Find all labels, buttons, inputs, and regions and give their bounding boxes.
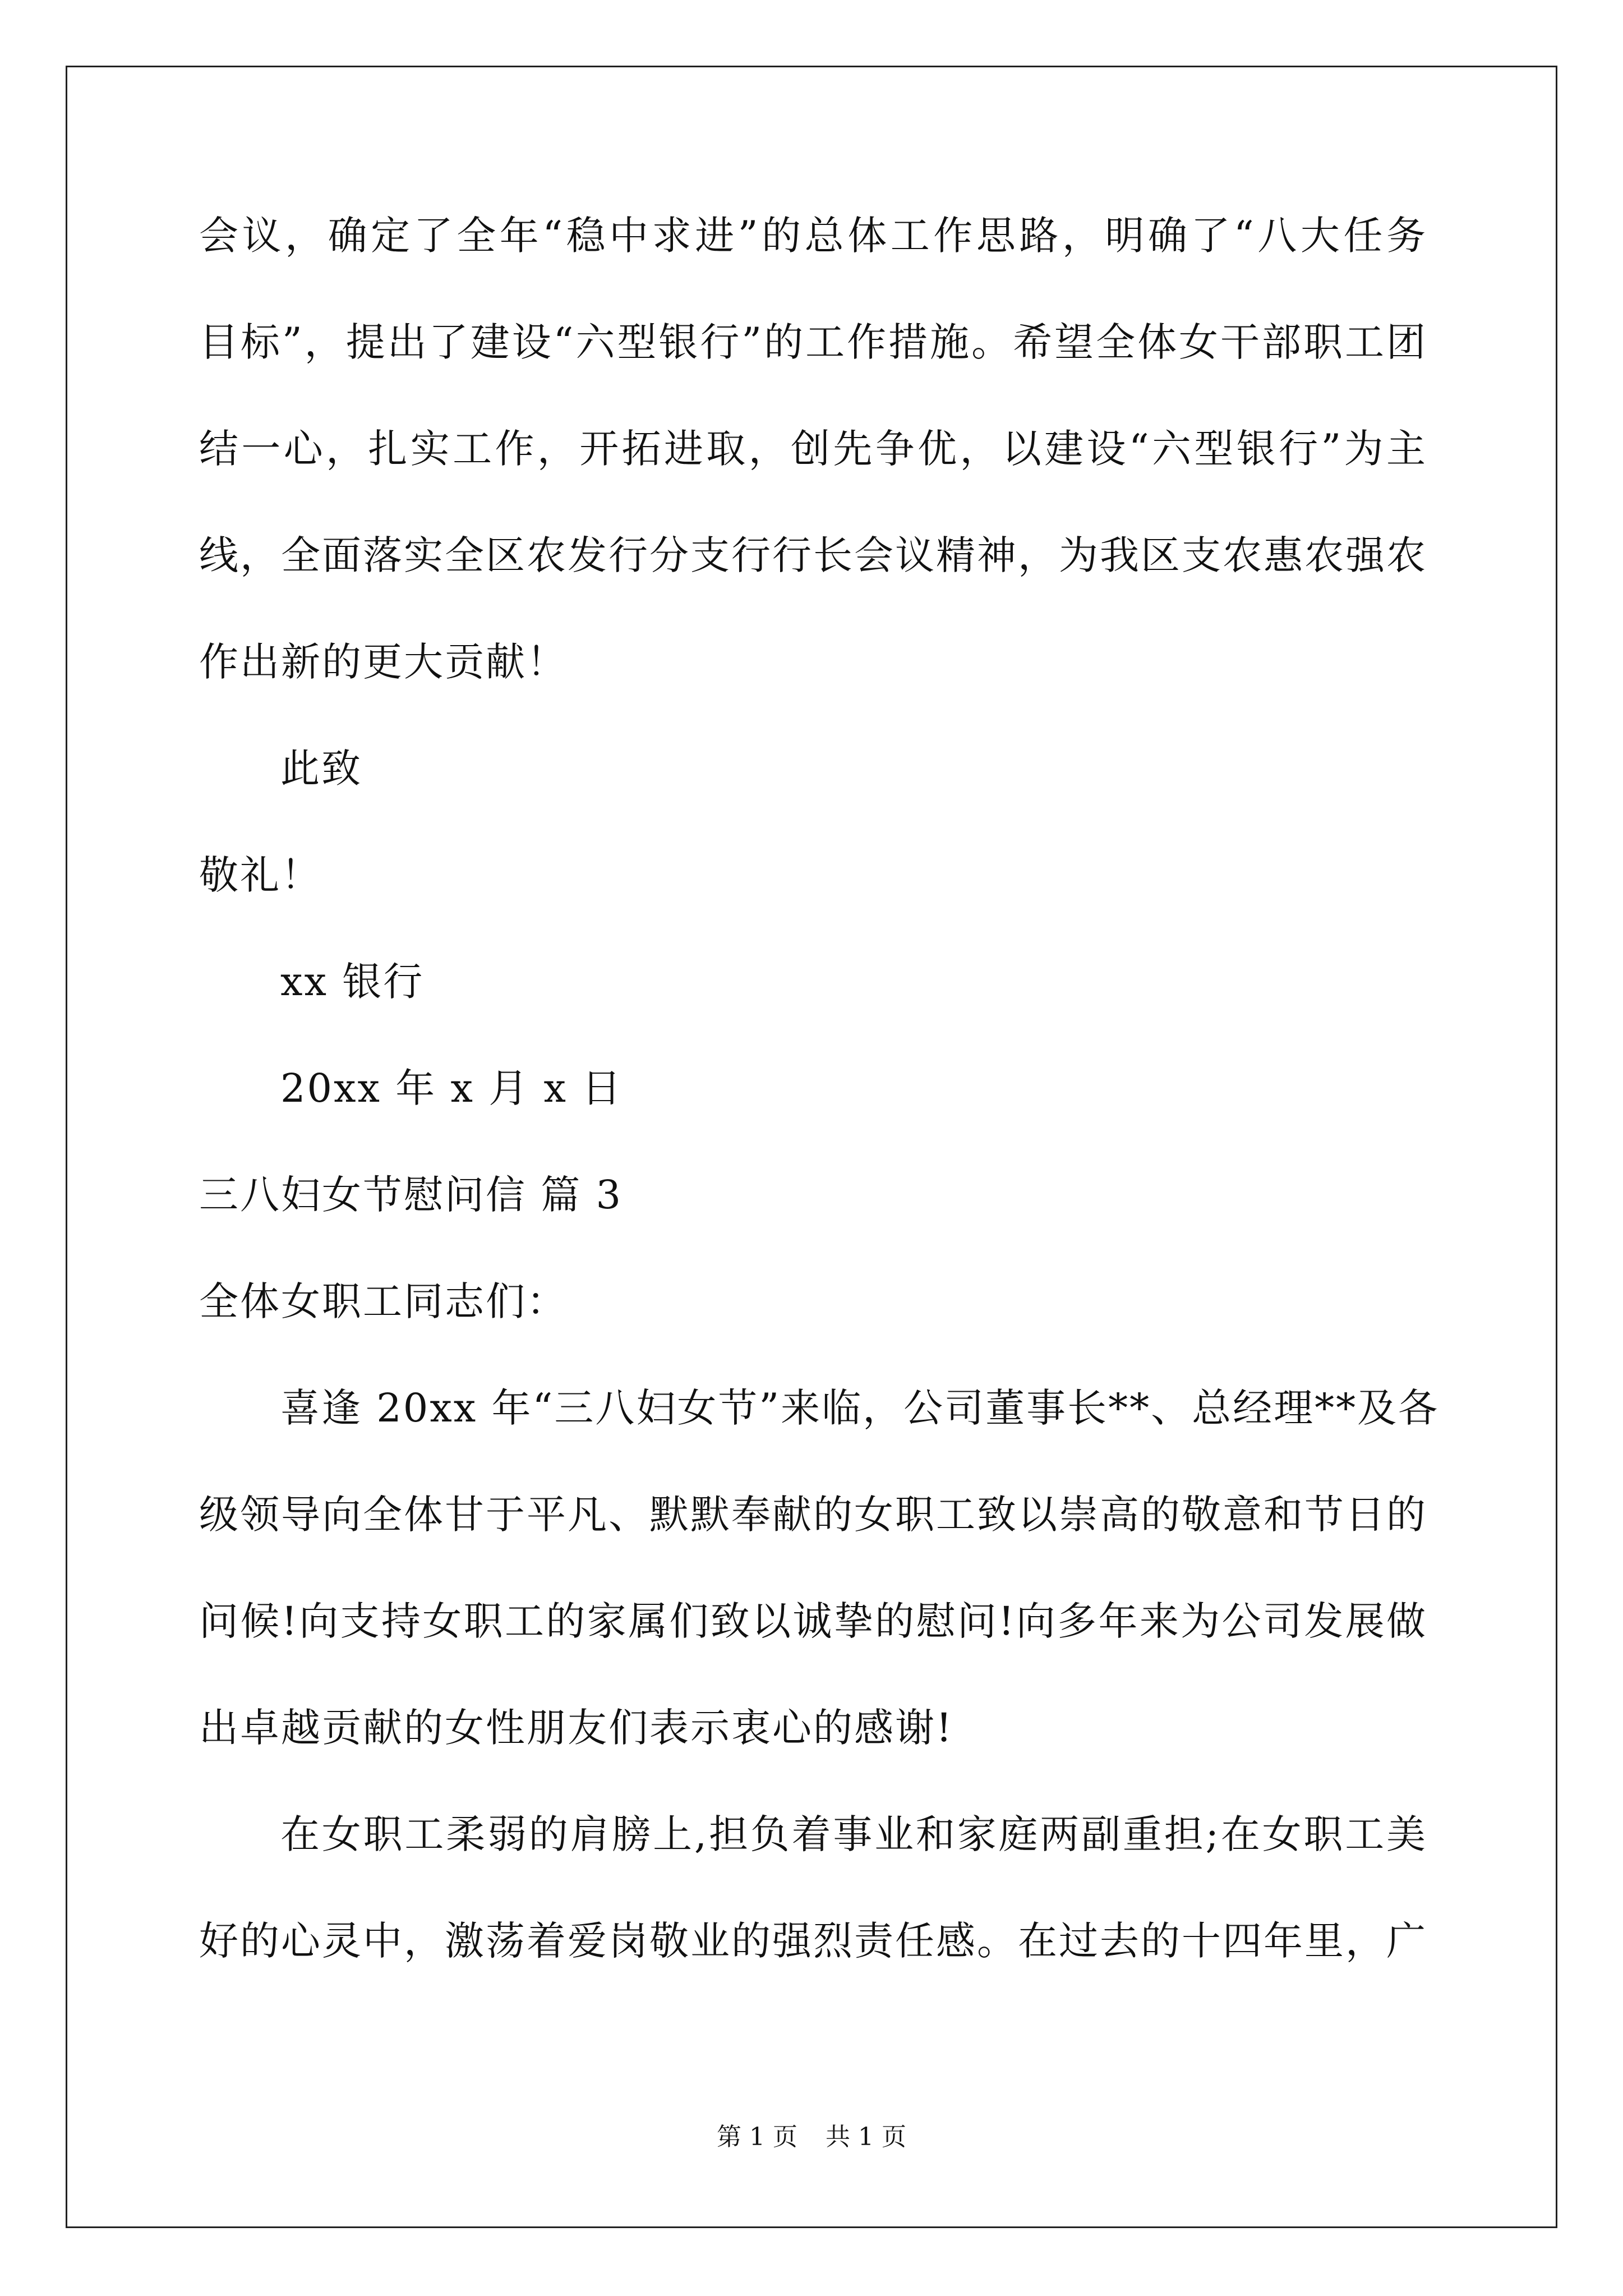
paragraph-line: 喜逢 20xx 年“三八妇女节”来临，公司董事长**、总经理**及各 [280,1385,1440,1431]
page-footer [0,2125,1623,2150]
paragraph-line: 好的心灵中，激荡着爱岗敬业的强烈责任感。在过去的十四年里，广 [199,1918,1427,1964]
page-number: 第 1 页 [717,2123,797,2151]
paragraph-line: 线，全面落实全区农发行分支行行长会议精神，为我区支农惠农强农 [199,532,1427,578]
paragraph-line: 作出新的更大贡献！ [199,639,568,685]
paragraph-line: 在女职工柔弱的肩膀上,担负着事业和家庭两副重担;在女职工美 [280,1811,1427,1857]
signature-date: 20xx 年 x 月 x 日 [280,1065,623,1111]
paragraph-line: 级领导向全体甘于平凡、默默奉献的女职工致以崇高的敬意和节日的 [199,1492,1427,1538]
document-body [199,213,1440,2028]
paragraph-line: 问候!向支持女职工的家属们致以诚挚的慰问!向多年来为公司发展做 [199,1598,1427,1644]
paragraph-line: 出卓越贡献的女性朋友们表示衷心的感谢! [199,1705,954,1751]
paragraph-line: 结一心，扎实工作，开拓进取，创先争优，以建设“六型银行”为主 [199,426,1427,472]
page-total: 共 1 页 [826,2123,906,2151]
paragraph-line: 目标”，提出了建设“六型银行”的工作措施。希望全体女干部职工团 [199,319,1427,365]
signature-sender: xx 银行 [280,959,425,1005]
closing-regards: 敬礼！ [199,852,322,898]
letter-greeting: 全体女职工同志们： [199,1278,568,1324]
closing-salutation: 此致 [280,746,362,792]
section-heading: 三八妇女节慰问信 篇 3 [199,1172,623,1218]
paragraph-line: 会议，确定了全年“稳中求进”的总体工作思路，明确了“八大任务 [199,213,1427,259]
